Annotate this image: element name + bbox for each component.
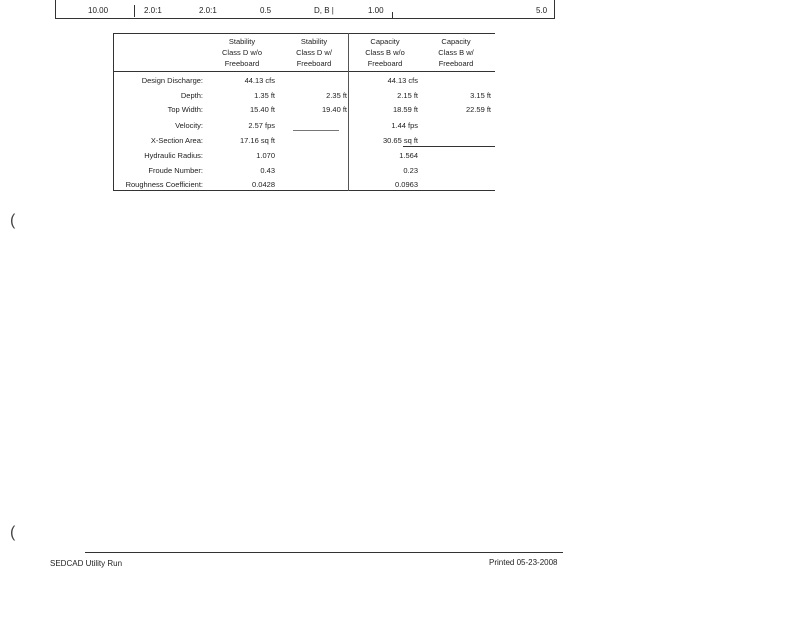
value-cell: 2.35 ft [326,91,347,100]
value-cell: 3.15 ft [470,91,491,100]
results-table [113,33,495,191]
scan-mark: ( [10,524,16,541]
value-cell: 1.44 fps [391,121,418,130]
value-cell: 0.23 [403,166,418,175]
row-label: Design Discharge: [141,76,203,85]
row-rule [403,146,495,147]
top-value-5: D, B | [314,6,334,15]
value-cell: 0.43 [260,166,275,175]
value-cell: 2.15 ft [397,91,418,100]
value-cell: 0.0428 [252,180,275,189]
col-header-capacity-w: Capacity Class B w/ Freeboard [438,37,474,68]
column-divider [348,33,349,191]
top-data-row [55,0,555,19]
table-border-bottom [113,190,495,191]
row-rule [293,130,339,131]
table-border-top [113,33,495,34]
top-value-1: 10.00 [88,6,109,15]
row-label: Depth: [180,91,203,100]
table-border-left [113,33,114,191]
value-cell: 18.59 ft [392,105,418,114]
row-label: Velocity: [175,121,203,130]
value-cell: 19.40 ft [321,105,347,114]
header-separator [113,71,495,72]
value-cell: 1.070 [256,151,275,160]
footer-printed-date: Printed 05-23-2008 [489,558,558,567]
value-cell: 1.564 [399,151,418,160]
value-cell: 15.40 ft [249,105,275,114]
top-value-4: 0.5 [260,6,272,15]
top-value-2: 2.0:1 [144,6,162,15]
value-cell: 2.57 fps [248,121,275,130]
col-header-stability-wo: Stability Class D w/o Freeboard [221,37,262,68]
scan-mark: ( [10,212,16,229]
top-divider [392,12,393,18]
footer-rule [85,552,563,553]
row-label: Hydraulic Radius: [144,151,203,160]
value-cell: 44.13 cfs [244,76,275,85]
value-cell: 30.65 sq ft [382,136,418,145]
row-label: X-Section Area: [150,136,203,145]
value-cell: 0.0963 [395,180,418,189]
row-label: Top Width: [167,105,203,114]
row-label: Roughness Coefficient: [125,180,203,189]
top-value-3: 2.0:1 [199,6,217,15]
row-label: Froude Number: [148,166,203,175]
value-cell: 17.16 sq ft [239,136,275,145]
value-cell: 1.35 ft [254,91,275,100]
footer-left-text: SEDCAD Utility Run [50,559,123,568]
top-value-7: 5.0 [536,6,548,15]
top-value-6: 1.00 [368,6,384,15]
value-cell: 22.59 ft [465,105,491,114]
col-header-stability-w: Stability Class D w/ Freeboard [296,37,332,68]
top-divider [134,5,135,17]
value-cell: 44.13 cfs [387,76,418,85]
col-header-capacity-wo: Capacity Class B w/o Freeboard [365,37,405,68]
